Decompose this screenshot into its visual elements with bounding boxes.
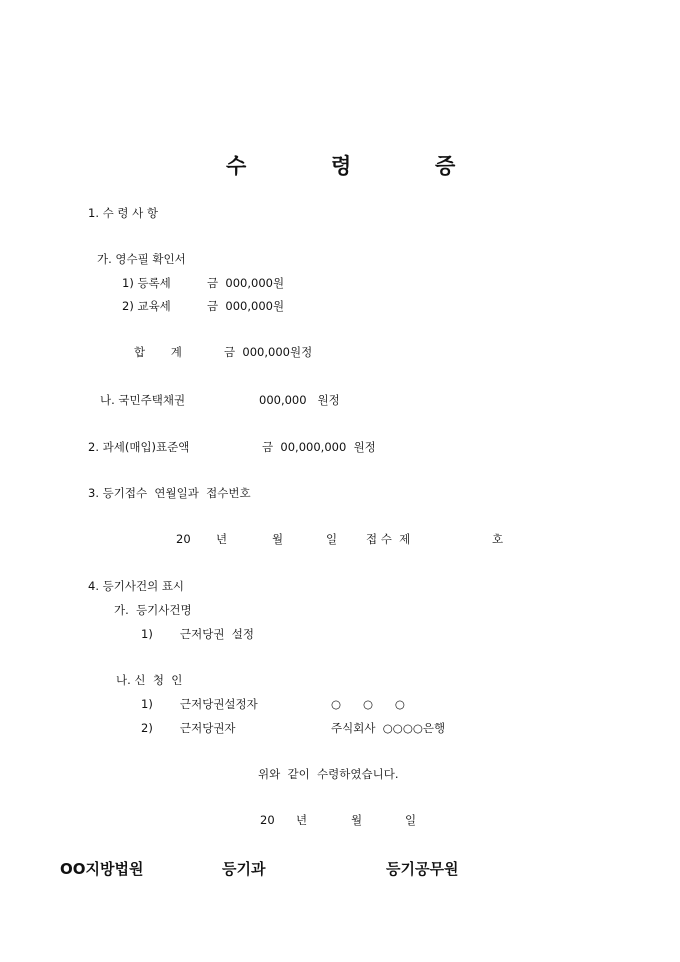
issue-year: 20 [260,813,275,827]
education-tax-amount: 금 000,000원 [207,299,285,313]
section1-heading: 1. 수 령 사 항 [88,206,159,220]
receipt-number-label: 접 수 제 [366,532,411,546]
education-tax-label: 2) 교육세 [122,299,171,313]
case-item-text: 근저당권 설정 [180,627,254,641]
mortgagee-number: 2) [141,721,153,735]
receipt-confirmation-heading: 가. 영수필 확인서 [97,252,186,266]
issue-year-unit: 년 [296,813,308,827]
mortgagor-number: 1) [141,697,153,711]
mortgagor-value: ○ ○ ○ [331,697,405,711]
footer-department: 등기과 [222,860,266,878]
receipt-year: 20 [176,532,191,546]
section4-heading: 4. 등기사건의 표시 [88,579,185,593]
tax-base-amount: 금 00,000,000 원정 [262,440,376,454]
receipt-number-unit: 호 [492,532,504,546]
registration-tax-label: 1) 등록세 [122,276,171,290]
closing-statement: 위와 같이 수령하였습니다. [258,767,399,781]
issue-day-unit: 일 [405,813,417,827]
total-amount: 금 000,000원정 [224,345,313,359]
mortgagor-label: 근저당권설정자 [180,697,258,711]
total-label: 합 계 [134,345,182,359]
case-item-number: 1) [141,627,153,641]
issue-month-unit: 월 [351,813,363,827]
title-char-3: 증 [435,154,456,178]
housing-bond-amount: 000,000 원정 [259,393,340,407]
receipt-day-unit: 일 [326,532,338,546]
receipt-month-unit: 월 [272,532,284,546]
section3-heading: 3. 등기접수 연월일과 접수번호 [88,486,251,500]
footer-court: OO지방법원 [60,860,144,878]
footer-official: 등기공무원 [386,860,459,878]
housing-bond-label: 나. 국민주택채권 [100,393,186,407]
title-char-2: 령 [331,154,352,178]
case-name-heading: 가. 등기사건명 [114,603,192,617]
receipt-year-unit: 년 [216,532,228,546]
title-char-1: 수 [226,154,247,178]
mortgagee-value: 주식회사 ○○○○은행 [331,721,446,735]
mortgagee-label: 근저당권자 [180,721,236,735]
registration-tax-amount: 금 000,000원 [207,276,285,290]
applicant-heading: 나. 신 청 인 [116,673,183,687]
tax-base-label: 2. 과세(매입)표준액 [88,440,190,454]
